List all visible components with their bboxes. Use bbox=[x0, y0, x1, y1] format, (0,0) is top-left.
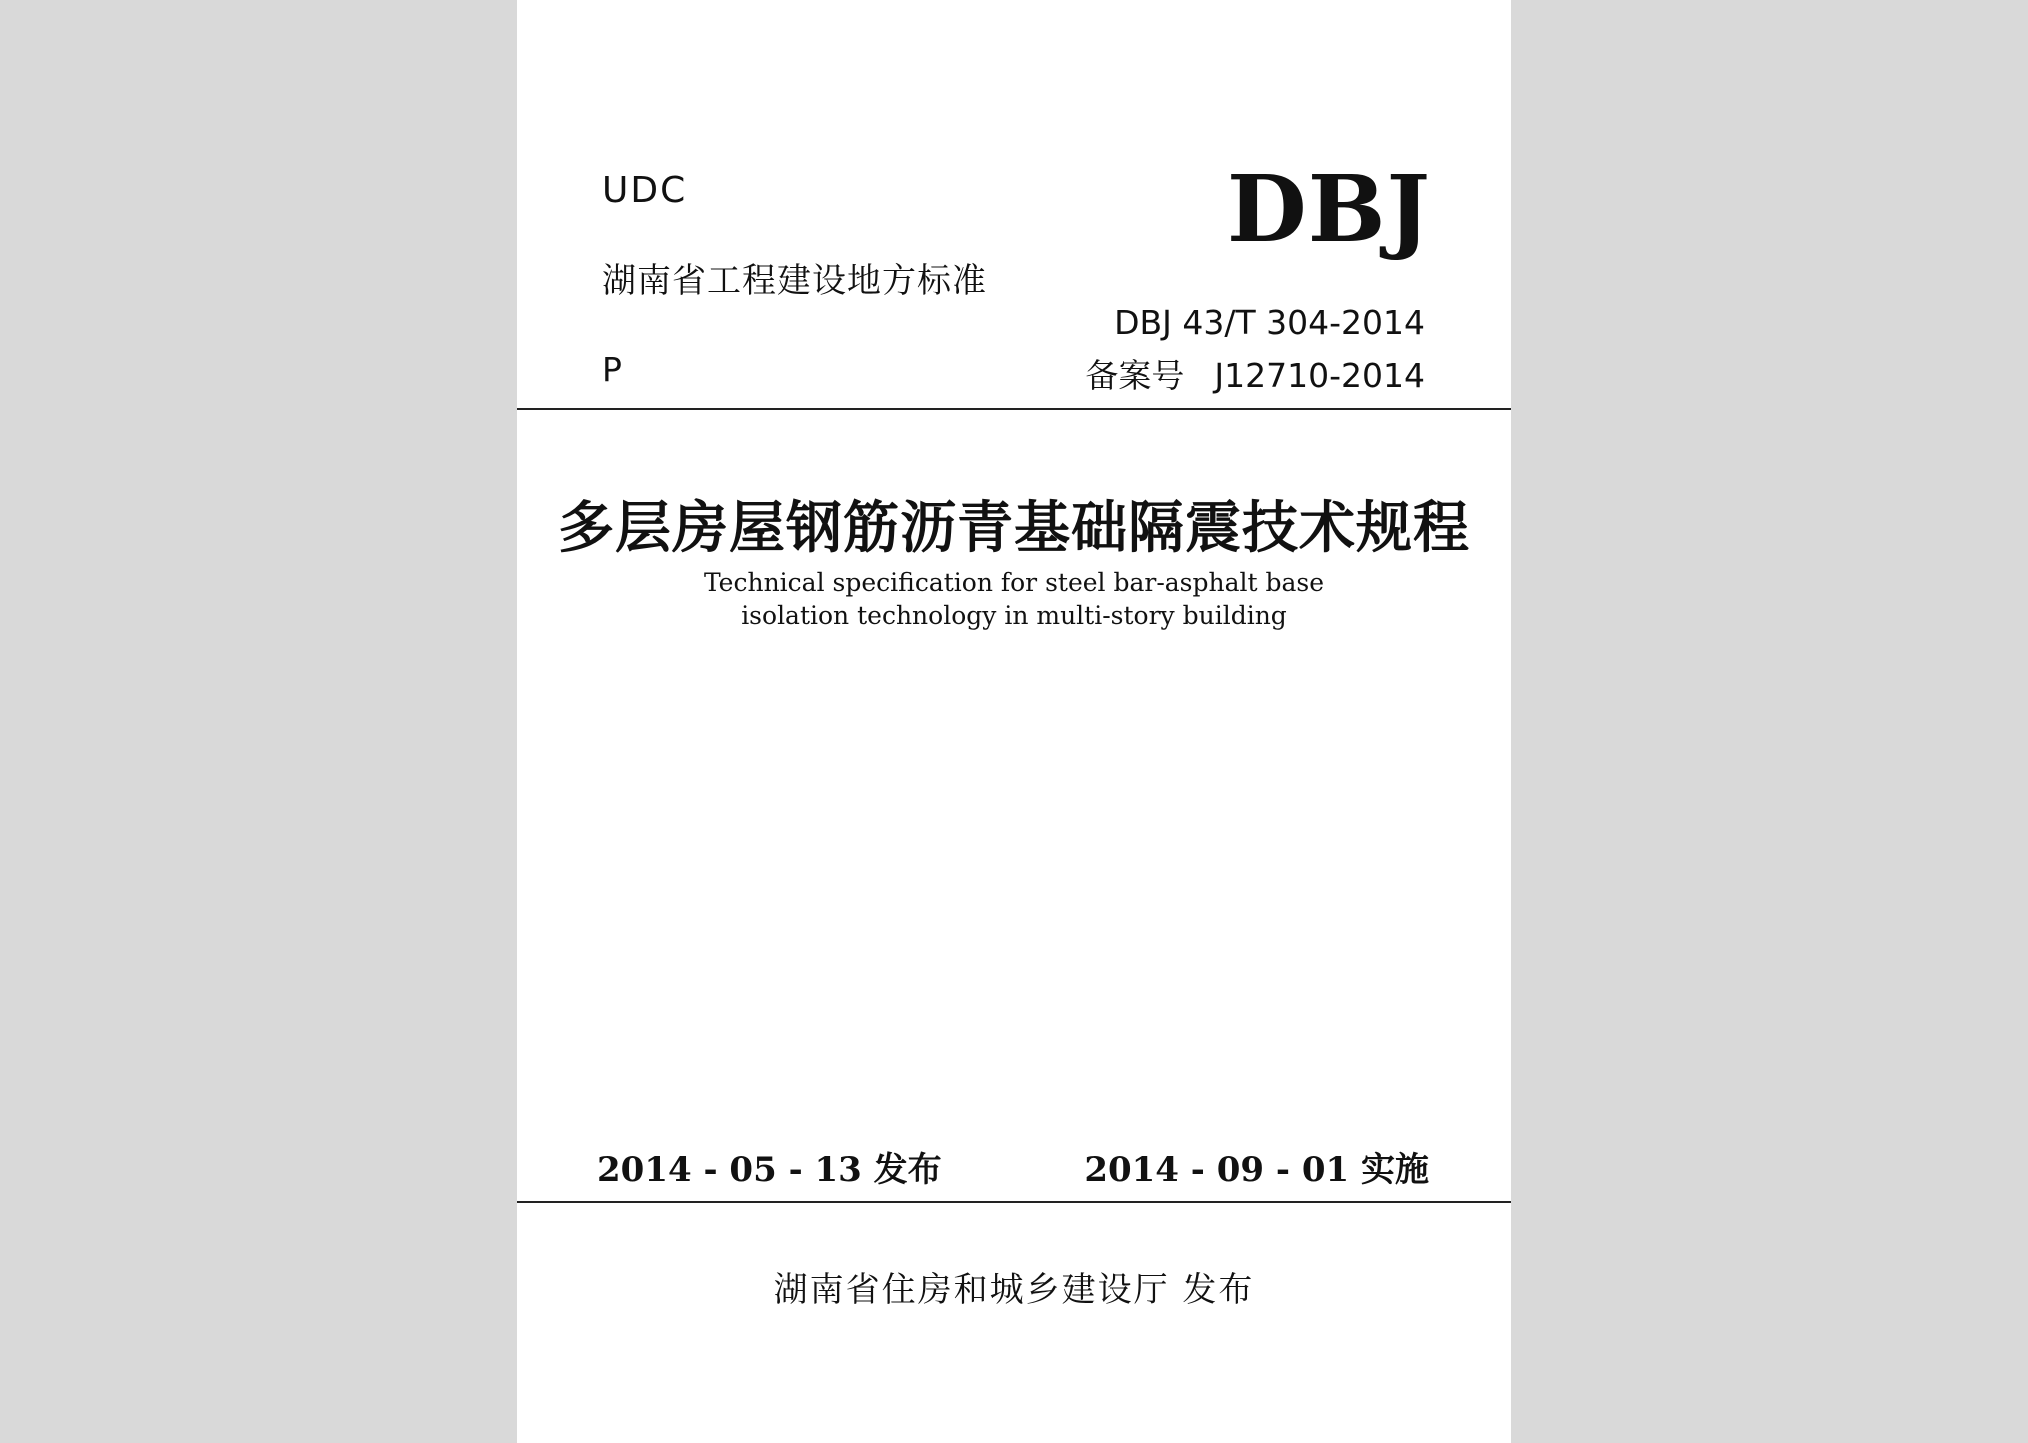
udc-label: UDC bbox=[602, 170, 688, 211]
implementation-date: 2014 - 09 - 01 实施 bbox=[1084, 1150, 1429, 1190]
cover-page bbox=[517, 0, 1511, 1443]
series-mark: DBJ bbox=[1226, 155, 1431, 263]
record-label: 备案号 bbox=[1085, 356, 1185, 395]
record-number: J12710-2014 bbox=[1214, 356, 1425, 395]
top-divider bbox=[517, 408, 1511, 410]
title-english bbox=[517, 566, 1511, 632]
issue-date: 2014 - 05 - 13 发布 bbox=[597, 1150, 942, 1190]
publisher: 湖南省住房和城乡建设厅 发布 bbox=[773, 1270, 1255, 1310]
standard-code: DBJ 43/T 304-2014 bbox=[1114, 303, 1425, 342]
standard-type: 湖南省工程建设地方标准 bbox=[602, 261, 987, 301]
title-english-line2: isolation technology in multi-story building bbox=[741, 601, 1287, 630]
title-english-line1: Technical specification for steel bar-asphalt base bbox=[703, 568, 1325, 597]
bottom-divider bbox=[517, 1201, 1511, 1203]
title-chinese: 多层房屋钢筋沥青基础隔震技术规程 bbox=[558, 495, 1470, 561]
record-number-line bbox=[1085, 350, 1425, 397]
classification-code: P bbox=[602, 350, 622, 389]
